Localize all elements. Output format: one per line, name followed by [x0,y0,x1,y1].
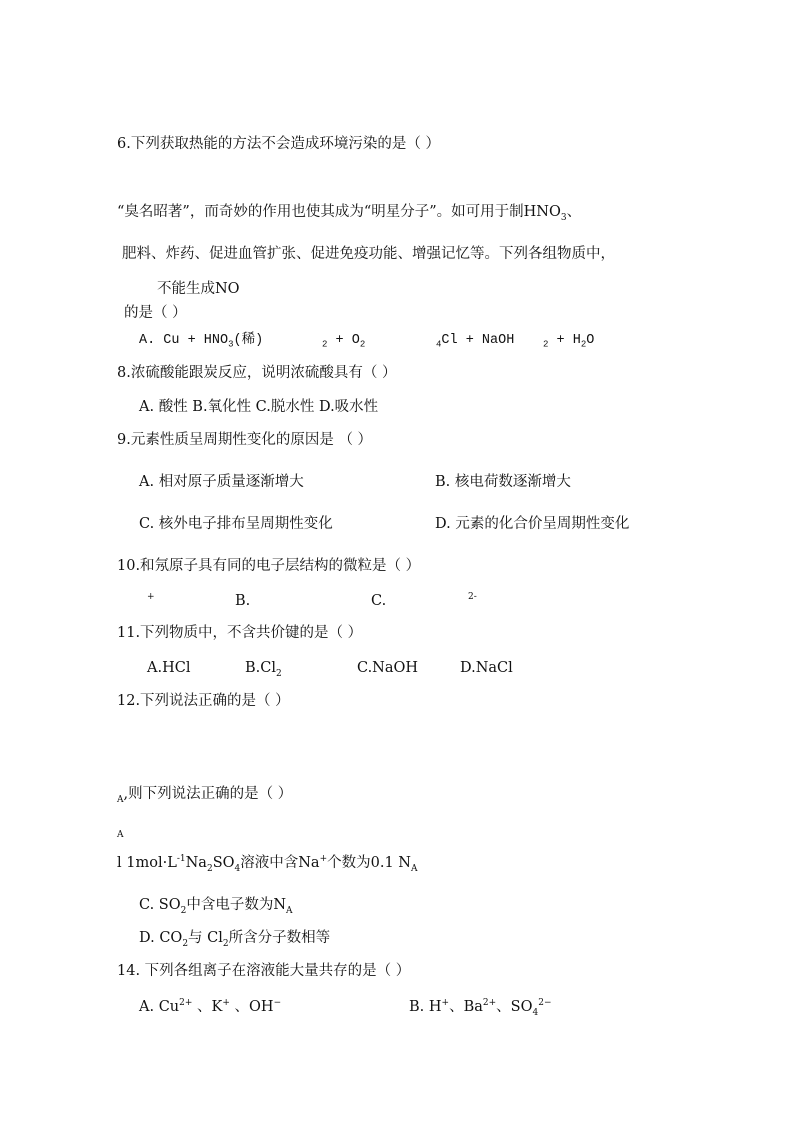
question-7-intro-line-1: “臭名昭著”，而奇妙的作用也使其成为“明星分子”。如可用于制$HNO_3$、 [117,204,582,223]
question-10-option-b: B. [235,593,251,609]
question-6-text: 6.下列获取热能的方法不会造成环境污染的是（ ） [117,136,440,152]
question-7-intro-line-4: 的是（ ） [124,305,187,321]
question-7-intro-line-3: 不能生成NO [157,281,240,297]
question-10-option-d: 2- [468,592,477,602]
question-12: 12.下列说法正确的是（ ） [117,693,290,709]
question-7-option-a: A. $Cu + HNO_3$(稀) [139,333,264,350]
question-13-stem: $_A$,则下列说法正确的是（ ） [117,786,293,805]
question-11-option-a: A.HCl [147,660,191,676]
question-7-option-c: $_4$Cl + NaOH [436,333,515,350]
question-7-option-b: $_2 + O_2$ [322,333,366,350]
question-11-option-b: $B.Cl_2$ [245,660,282,679]
question-9-option-b: B. 核电荷数逐渐增大 [435,474,571,490]
question-9-option-a: A. 相对原子质量逐渐增大 [139,474,304,490]
question-14-option-b: B. H+、$Ba^{2+}$、$SO_4^{2-}$ [409,998,552,1018]
question-13-fragment: A [117,830,124,840]
question-9: 9.元素性质呈周期性变化的原因是 （ ） [117,432,373,448]
question-14-option-a: A. $Cu^{2+}$ 、K+ 、OH− [139,998,282,1015]
question-13-option-c: C. $SO_2$中含电子数为$N_A$ [139,897,293,916]
question-14: 14. 下列各组离子在溶液能大量共存的是（ ） [117,963,411,979]
question-11-option-c: C.NaOH [357,660,419,676]
question-10-option-a: + [147,592,155,602]
question-8: 8.浓硫酸能跟炭反应，说明浓硫酸具有（ ） [117,365,397,381]
question-13-option-d: D. $CO_2$与 $Cl_2$所含分子数相等 [139,930,331,949]
question-11: 11.下列物质中，不含共价键的是（ ） [117,625,363,641]
question-10: 10.和氖原子具有同的电子层结构的微粒是（ ） [117,558,421,574]
question-9-option-c: C. 核外电子排布呈周期性变化 [139,516,333,532]
question-8-options: A. 酸性 B.氧化性 C.脱水性 D.吸水性 [139,399,379,415]
question-6 [117,134,440,154]
question-10-option-c: C. [371,593,387,609]
question-11-option-d: D.NaCl [460,660,513,676]
question-7-intro-line-2: 肥料、炸药、促进血管扩张、促进免疫功能、增强记忆等。下列各组物质中， [122,246,615,262]
question-9-option-d: D. 元素的化合价呈周期性变化 [435,516,630,532]
question-7-option-d: $_2 + H_2O$ [543,333,595,350]
question-13-line-1: l $1mol\cdot L^{-1}Na_2SO_4$溶液中含Na+个数为0.1 $N_A$ [117,854,418,874]
